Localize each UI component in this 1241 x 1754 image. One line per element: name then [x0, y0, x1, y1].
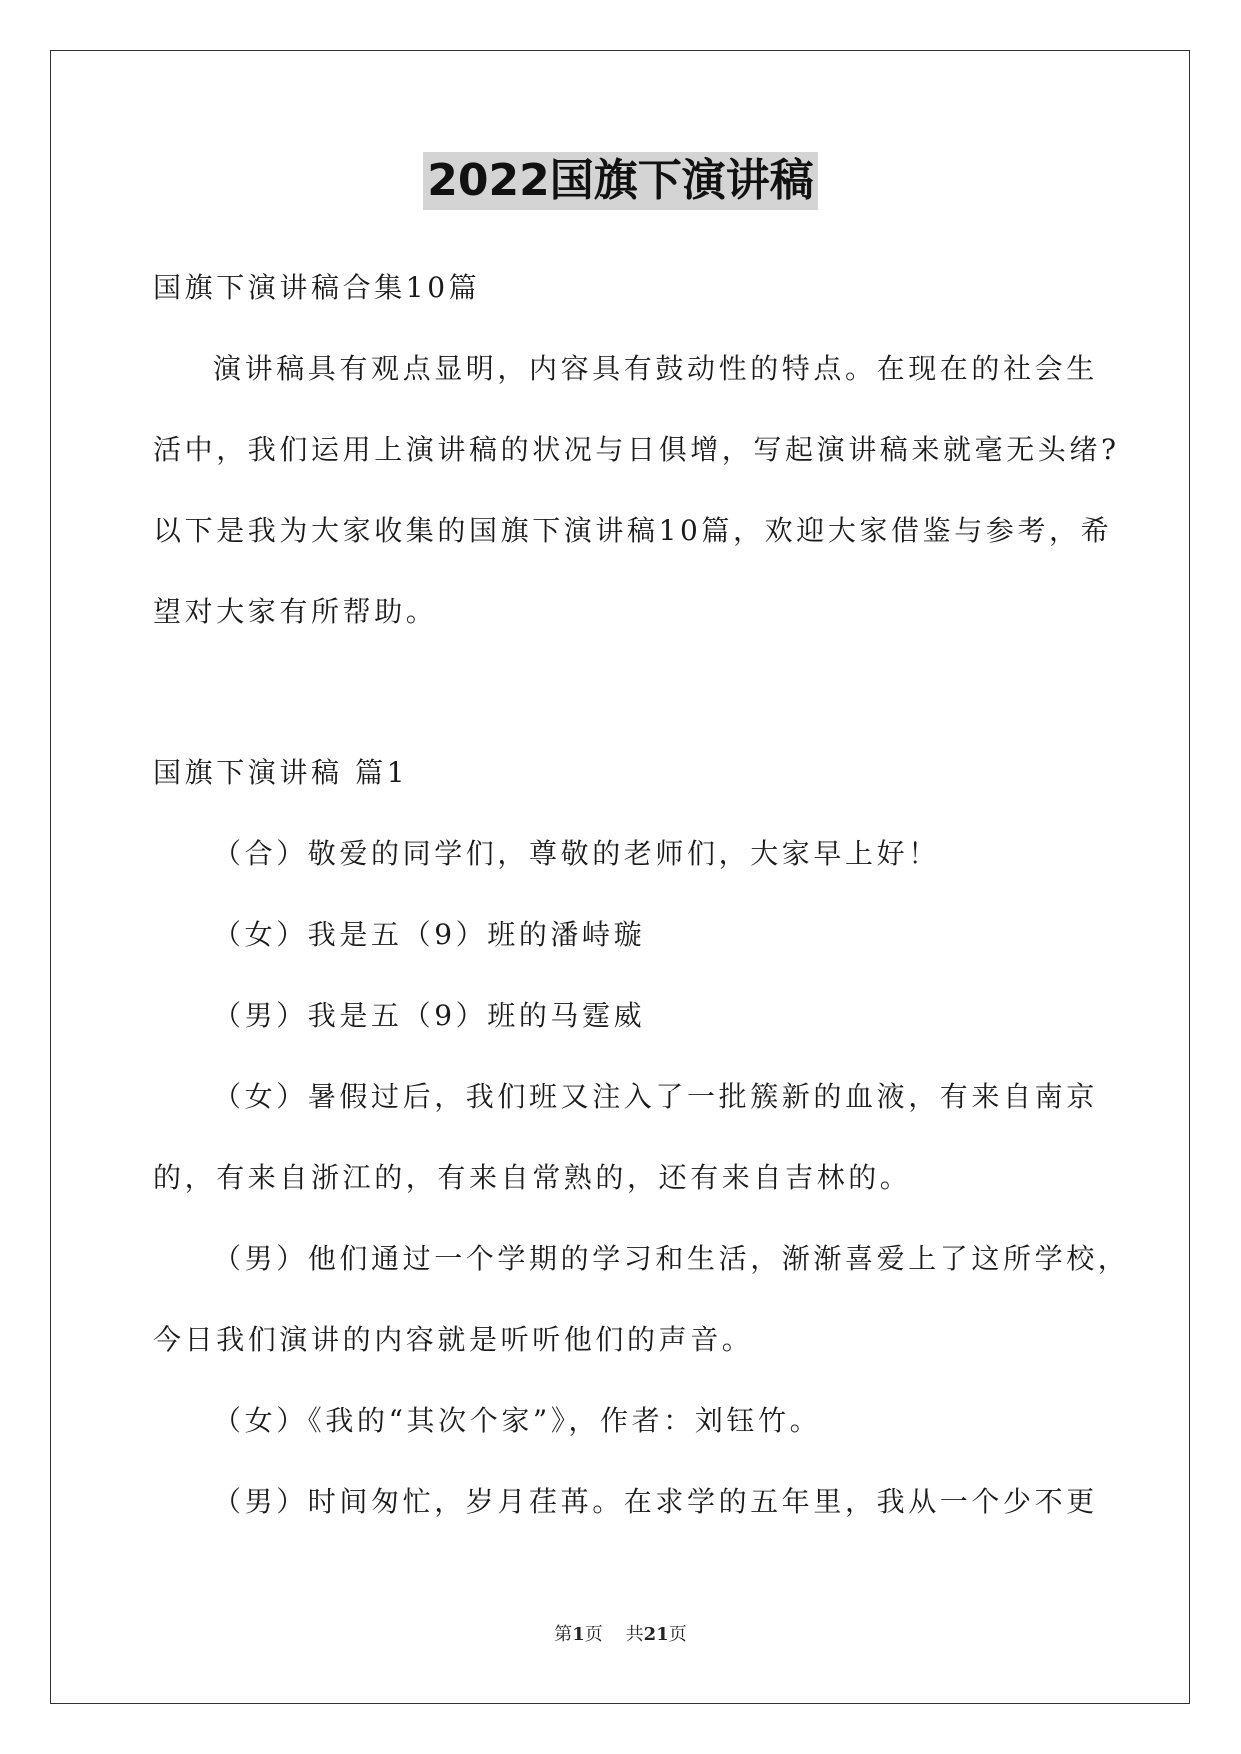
- footer-page-mid: 页 共: [584, 1624, 644, 1645]
- document-title: 2022国旗下演讲稿: [423, 152, 817, 210]
- body-line-7: 今日我们演讲的内容就是听听他们的声音。: [153, 1323, 754, 1356]
- intro-line-2: 活中，我们运用上演讲稿的状况与日俱增，写起演讲稿来就毫无头绪?: [153, 433, 1120, 466]
- body-line-6: （男）他们通过一个学期的学习和生活，渐渐喜爱上了这所学校，: [213, 1242, 1130, 1275]
- footer-page-prefix: 第: [554, 1624, 573, 1645]
- intro-line-1: 演讲稿具有观点显明，内容具有鼓动性的特点。在现在的社会生: [213, 352, 1098, 385]
- collection-subtitle: 国旗下演讲稿合集10篇: [153, 271, 481, 304]
- intro-line-4: 望对大家有所帮助。: [153, 595, 438, 628]
- intro-line-3: 以下是我为大家收集的国旗下演讲稿10篇，欢迎大家借鉴与参考，希: [153, 514, 1113, 547]
- footer-total-pages: 21: [643, 1624, 669, 1645]
- footer-page-number: 1: [572, 1624, 585, 1645]
- body-line-5: 的，有来自浙江的，有来自常熟的，还有来自吉林的。: [153, 1161, 912, 1194]
- body-line-9: （男）时间匆忙，岁月荏苒。在求学的五年里，我从一个少不更: [213, 1485, 1098, 1518]
- section-heading: 国旗下演讲稿 篇1: [153, 756, 409, 789]
- body-line-4: （女）暑假过后，我们班又注入了一批簇新的血液，有来自南京: [213, 1080, 1098, 1113]
- title-container: [0, 152, 1241, 210]
- body-line-3: （男）我是五（9）班的马霆威: [213, 999, 646, 1032]
- body-line-1: （合）敬爱的同学们，尊敬的老师们，大家早上好！: [213, 837, 940, 870]
- body-line-2: （女）我是五（9）班的潘峙璇: [213, 918, 646, 951]
- footer-page-suffix: 页: [668, 1624, 687, 1645]
- page-footer: [0, 1623, 1241, 1647]
- body-line-8: （女）《我的“其次个家”》，作者：刘钰竹。: [213, 1404, 822, 1437]
